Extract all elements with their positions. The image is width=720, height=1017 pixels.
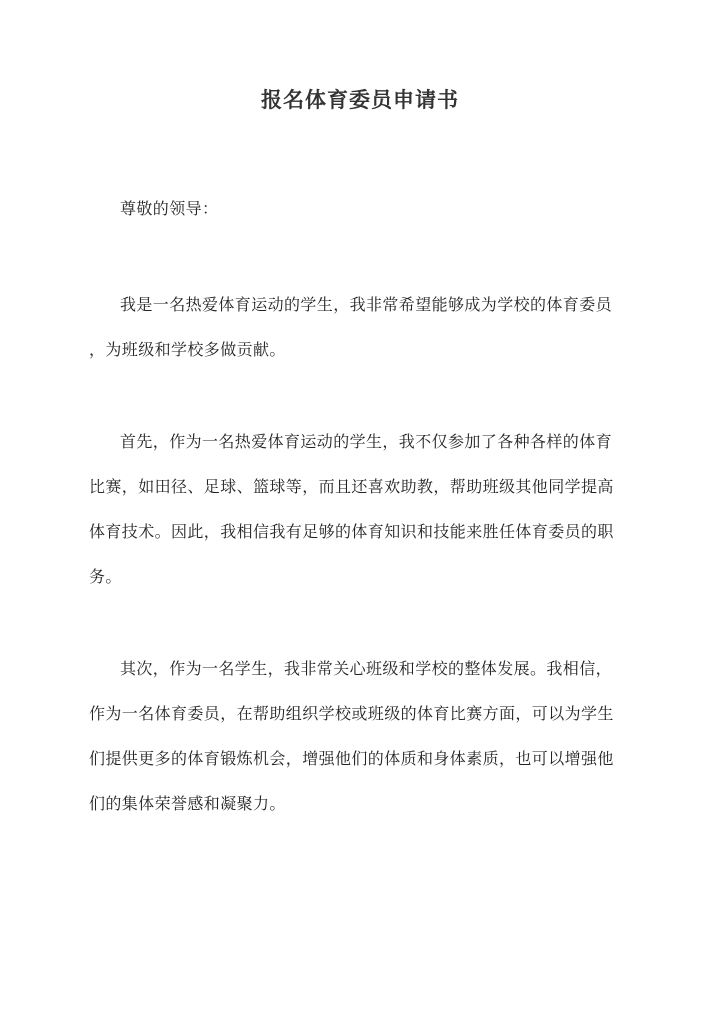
salutation: 尊敬的领导：	[120, 199, 219, 218]
paragraph-line: 们提供更多的体育锻炼机会，增强他们的体质和身体素质，也可以增强他	[89, 749, 614, 768]
paragraph-line: 体育技术。因此，我相信我有足够的体育知识和技能来胜任体育委员的职	[89, 522, 614, 541]
paragraph-line: 作为一名体育委员，在帮助组织学校或班级的体育比赛方面，可以为学生	[89, 704, 614, 723]
paragraph-line: 我是一名热爱体育运动的学生，我非常希望能够成为学校的体育委员	[120, 295, 613, 314]
paragraph-line: 务。	[89, 567, 122, 586]
paragraph-line: ，为班级和学校多做贡献。	[89, 340, 286, 359]
paragraph-line: 其次，作为一名学生，我非常关心班级和学校的整体发展。我相信，	[120, 659, 613, 678]
paragraph-line: 比赛，如田径、足球、篮球等，而且还喜欢助教，帮助班级其他同学提高	[89, 477, 614, 496]
document-title: 报名体育委员申请书	[261, 87, 459, 112]
paragraph-line: 们的集体荣誉感和凝聚力。	[89, 794, 286, 813]
paragraph-line: 首先，作为一名热爱体育运动的学生，我不仅参加了各种各样的体育	[120, 432, 613, 451]
